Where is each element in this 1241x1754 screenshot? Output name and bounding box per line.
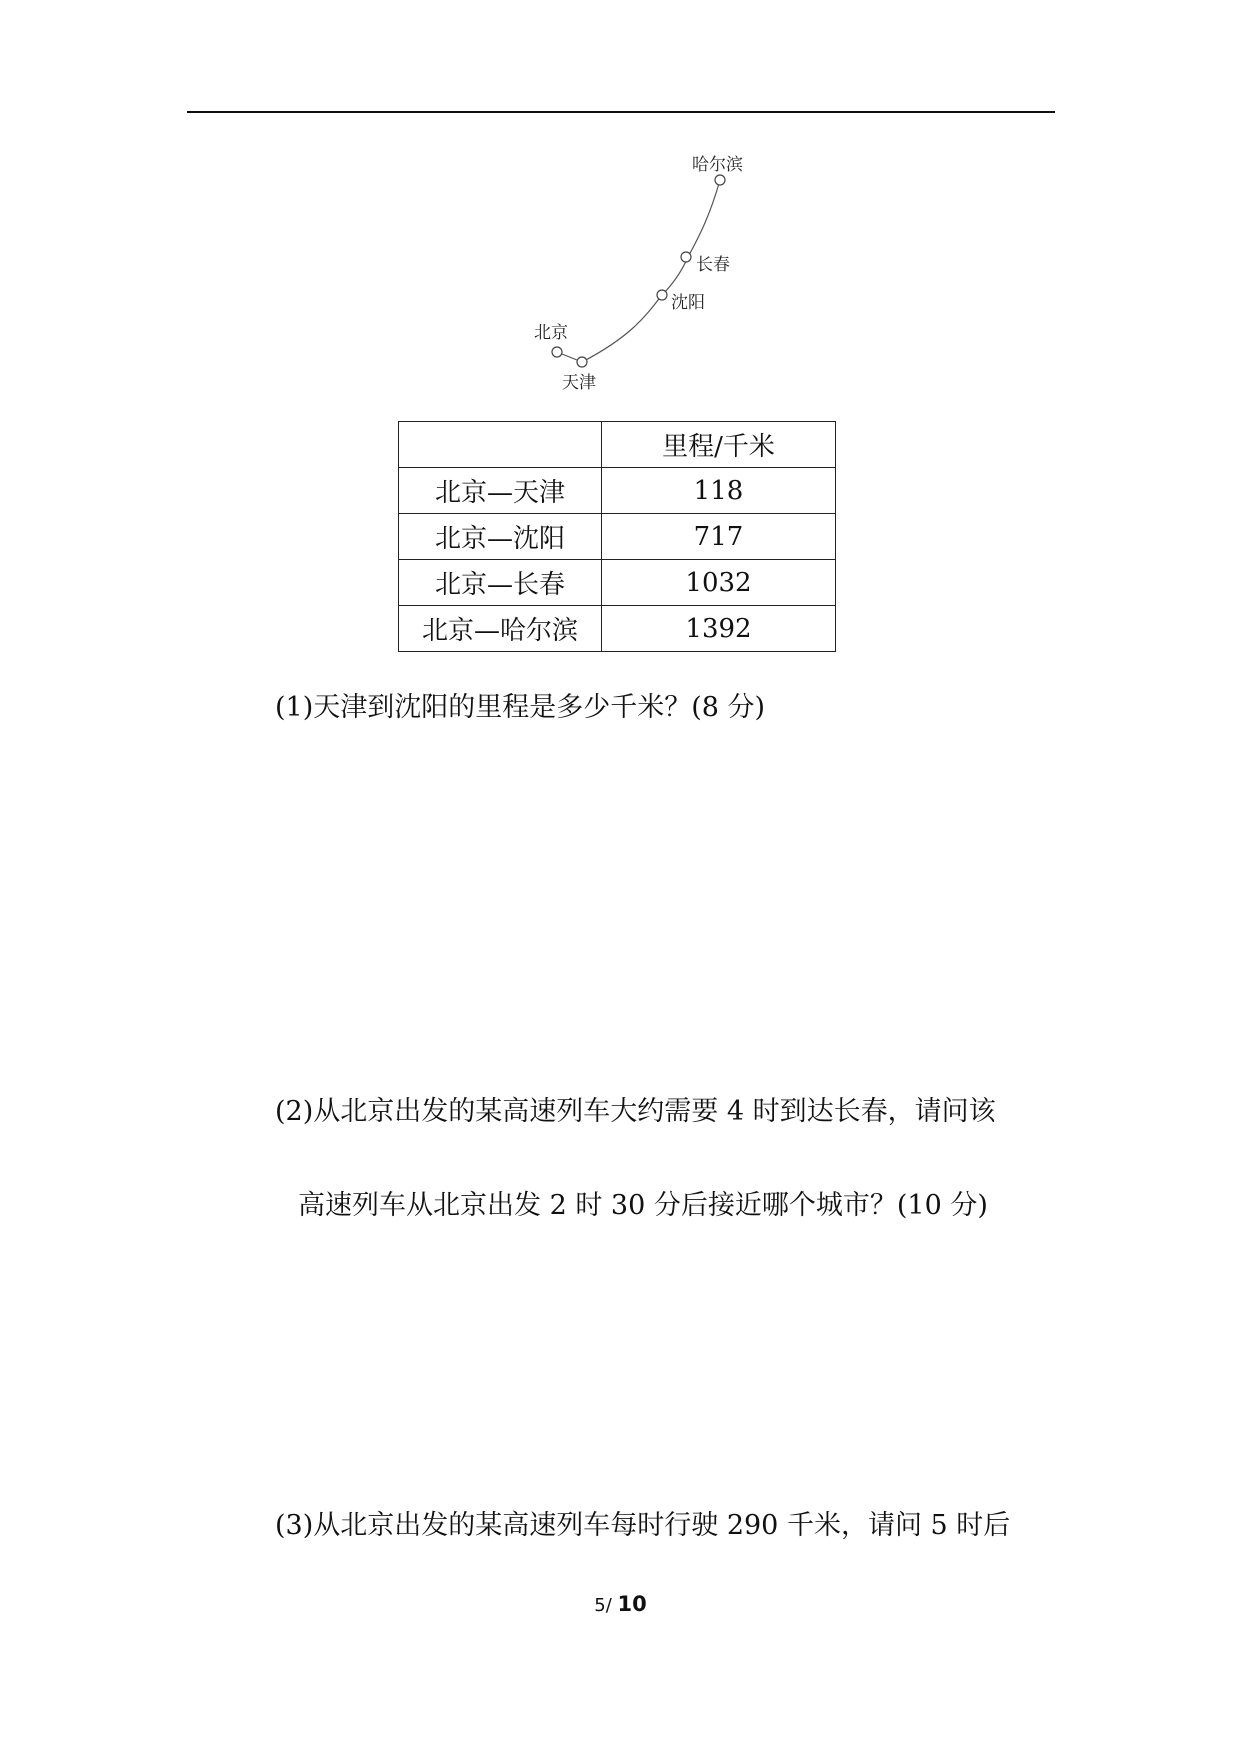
route-cell: 北京—长春 (399, 560, 602, 606)
city-marker-beijing (552, 347, 562, 357)
route-cell: 北京—沈阳 (399, 514, 602, 560)
city-label-tianjin: 天津 (562, 373, 596, 393)
city-label-shenyang: 沈阳 (671, 293, 705, 313)
city-label-changchun: 长春 (696, 255, 730, 275)
city-marker-shenyang (657, 290, 667, 300)
city-marker-harbin (715, 175, 725, 185)
distance-cell: 118 (602, 468, 836, 514)
table-row (399, 606, 836, 652)
table-row (399, 560, 836, 606)
table-row (399, 468, 836, 514)
question-1: (1)天津到沈阳的里程是多少千米？(8 分) (275, 692, 766, 723)
route-cell: 北京—哈尔滨 (399, 606, 602, 652)
table-header-cell (399, 422, 602, 468)
question-3-line-1: (3)从北京出发的某高速列车每时行驶 290 千米，请问 5 时后 (275, 1510, 1011, 1541)
question-2-line-2: 高速列车从北京出发 2 时 30 分后接近哪个城市？(10 分) (298, 1190, 988, 1221)
question-2-line-1: (2)从北京出发的某高速列车大约需要 4 时到达长春，请问该 (275, 1096, 996, 1127)
table-row (399, 514, 836, 560)
distance-cell: 717 (602, 514, 836, 560)
table-header-row (399, 422, 836, 468)
city-marker-changchun (681, 252, 691, 262)
page-current: 5 (594, 1595, 606, 1616)
distance-cell: 1392 (602, 606, 836, 652)
header-rule (187, 111, 1055, 113)
table-header-cell: 里程/千米 (602, 422, 836, 468)
page-total: 10 (617, 1592, 647, 1616)
distance-cell: 1032 (602, 560, 836, 606)
page-number (0, 1592, 1241, 1616)
page-separator: / (605, 1595, 612, 1616)
route-map (520, 145, 770, 400)
route-cell: 北京—天津 (399, 468, 602, 514)
mileage-table (398, 421, 836, 652)
city-marker-tianjin (577, 357, 587, 367)
city-label-harbin: 哈尔滨 (692, 155, 743, 175)
city-label-beijing: 北京 (534, 323, 568, 343)
